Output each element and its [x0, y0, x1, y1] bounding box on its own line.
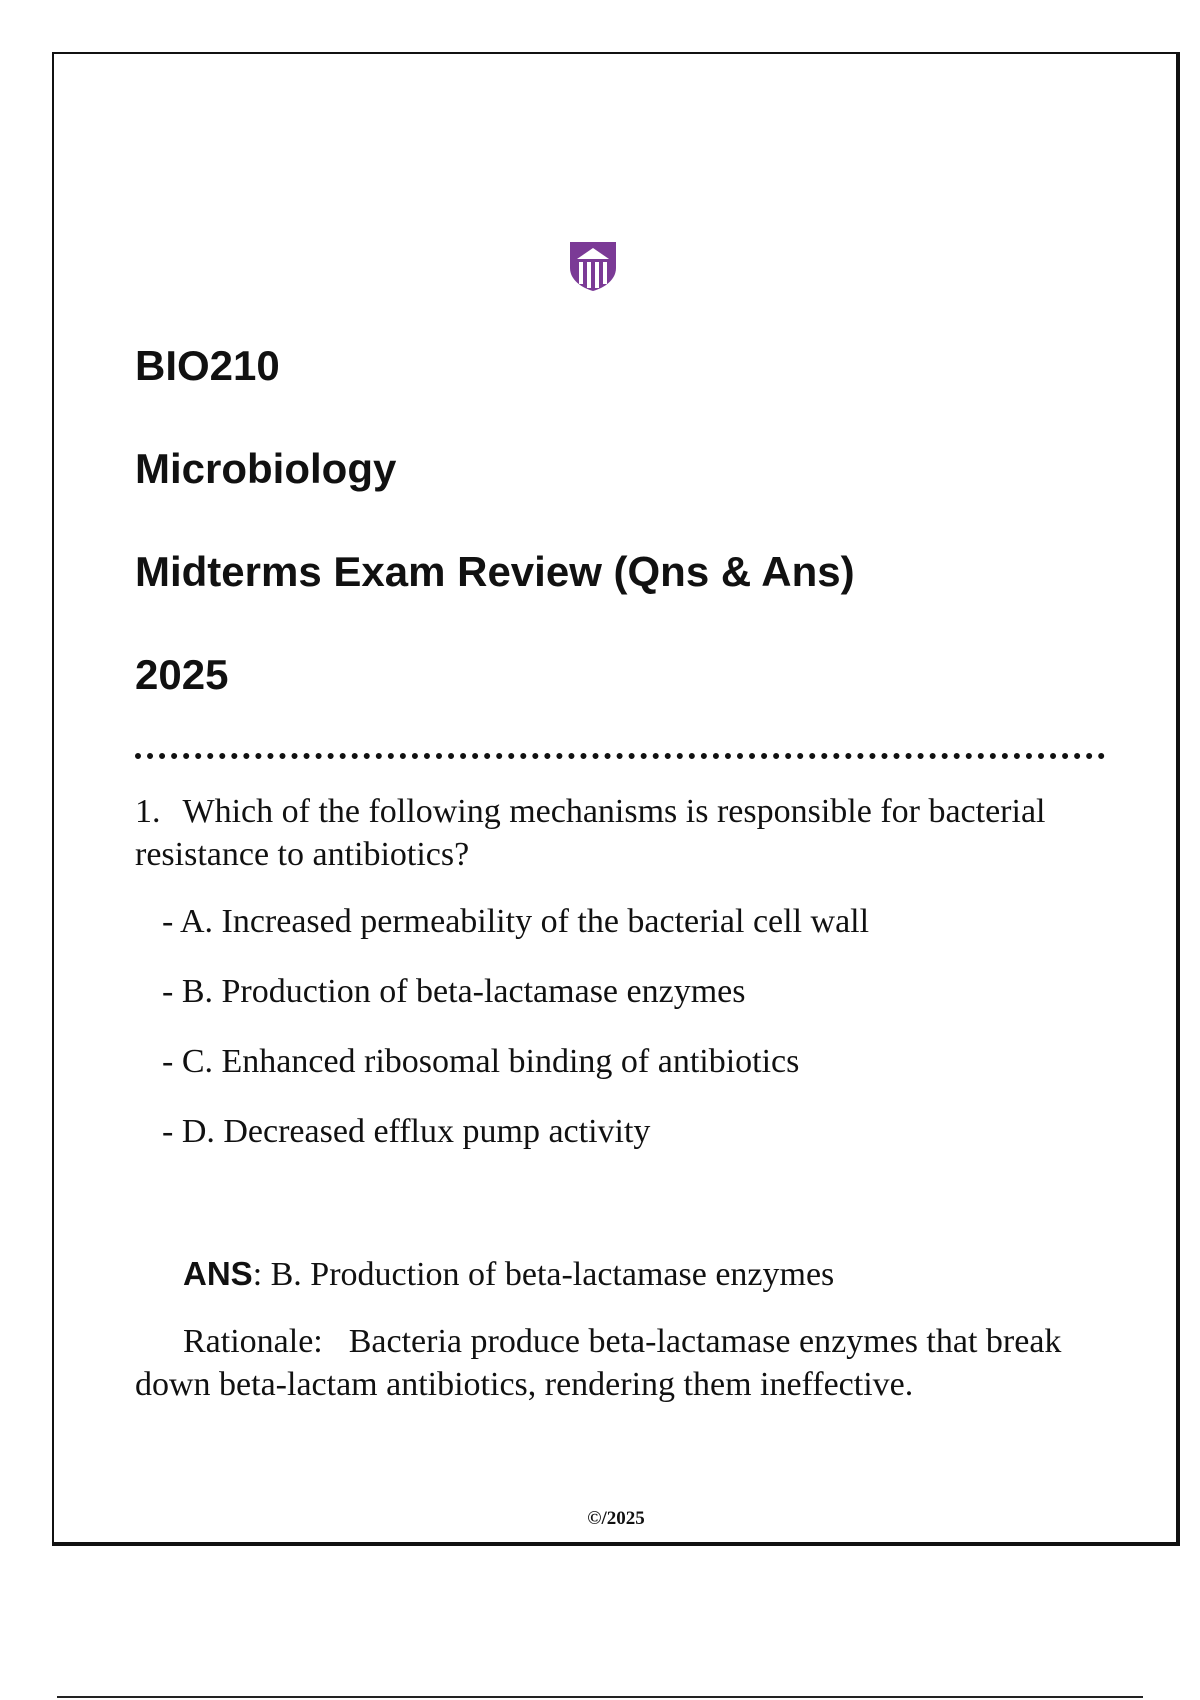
bottom-rule — [57, 1696, 1143, 1698]
document-year: 2025 — [135, 651, 229, 698]
dotted-divider — [135, 753, 1105, 759]
pillar-shield-logo-icon — [568, 240, 618, 292]
rationale — [135, 1320, 1095, 1406]
course-subject: Microbiology — [135, 445, 397, 492]
rationale-text: Bacteria produce beta-lactamase enzymes that break down beta-lactam antibiotics, rendering them ineffective. — [135, 1323, 1062, 1403]
answer-options — [162, 898, 869, 1178]
option-d: - D. Decreased efflux pump activity — [162, 1113, 651, 1150]
course-code: BIO210 — [135, 342, 280, 389]
question-text: Which of the following mechanisms is responsible for bacterial resistance to antibiotics? — [135, 793, 1046, 873]
question-1 — [135, 790, 1095, 876]
answer-label: ANS — [183, 1255, 253, 1292]
rationale-label: Rationale: — [183, 1323, 323, 1360]
footer-copyright: ©/2025 — [587, 1508, 645, 1529]
option-b: - B. Production of beta-lactamase enzymes — [162, 973, 746, 1010]
answer-text: : B. Production of beta-lactamase enzymes — [252, 1256, 835, 1293]
option-a: - A. Increased permeability of the bacterial cell wall — [162, 903, 870, 940]
answer-line — [183, 1250, 834, 1299]
question-number: 1. — [135, 793, 161, 830]
option-c: - C. Enhanced ribosomal binding of antibiotics — [162, 1043, 800, 1080]
document-title: Midterms Exam Review (Qns & Ans) — [135, 548, 855, 595]
